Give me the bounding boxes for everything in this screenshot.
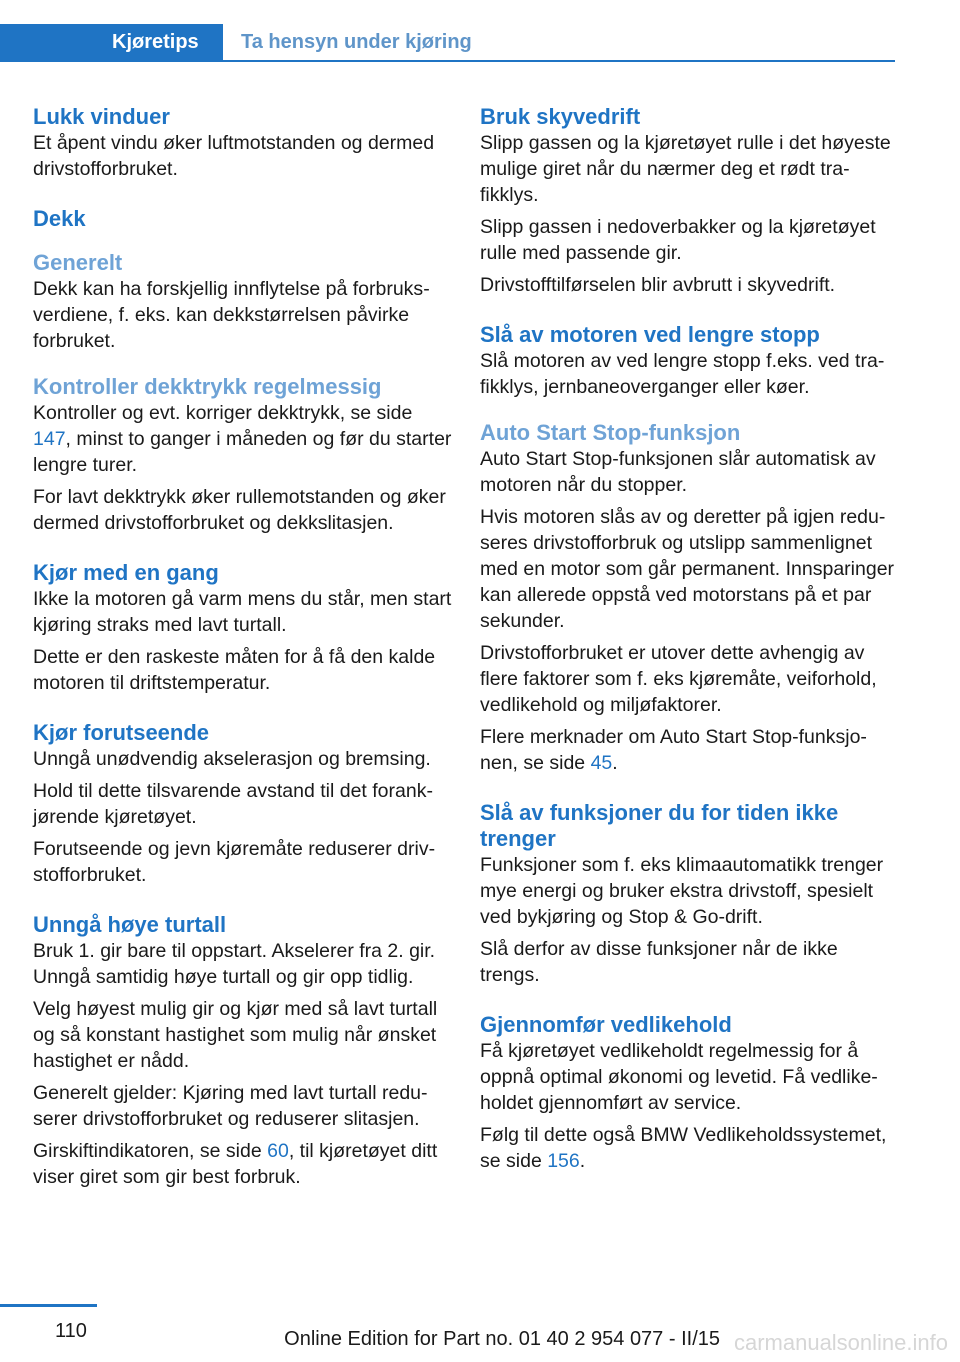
page-link-156[interactable]: 156 xyxy=(547,1150,580,1172)
heading-kjor-forutseende: Kjør forutseende xyxy=(33,720,210,745)
footer-divider xyxy=(0,1304,97,1307)
text: Kontroller og evt. korriger dekktrykk, se side xyxy=(33,402,413,424)
left-column xyxy=(33,104,453,1190)
paragraph: Et åpent vindu øker luftmotstanden og dermed drivstofforbruket. xyxy=(33,132,435,180)
paragraph: Ikke la motoren gå varm mens du står, men start kjøring straks med lavt turtall. xyxy=(33,588,452,636)
text: , minst to ganger i måneden og før du starter lengre turer. xyxy=(33,428,452,476)
text: Følg til dette også BMW Vedlikeholdssystemet, se side xyxy=(480,1124,887,1172)
tab-kjoretips[interactable]: Kjøretips xyxy=(0,24,223,60)
header-divider xyxy=(0,60,895,62)
paragraph xyxy=(33,400,453,478)
paragraph: Dekk kan ha forskjellig innflytelse på forbruksverdiene, f. eks. kan dekkstørrelsen påvirke forbruket. xyxy=(33,278,430,352)
page-link-45[interactable]: 45 xyxy=(590,752,613,774)
paragraph: Funksjoner som f. eks klimaautomatikk trenger mye energi og bruker ekstra drivstoff, spesielt ved bykjøring og Stop & Go-drift. xyxy=(480,854,884,928)
paragraph: For lavt dekktrykk øker rullemotstanden og øker dermed drivstofforbruket og dekkslitasjen. xyxy=(33,486,446,534)
text: . xyxy=(612,752,618,774)
paragraph: Hvis motoren slås av og deretter på igjen reduseres drivstofforbruk og utslipp sammenlignet med en motor som går permanent. Innsparinger kan allerede oppstå ved motorstans på et par sekunder. xyxy=(480,506,895,632)
page-number: 110 xyxy=(55,1320,87,1342)
heading-unnga-hoye-turtall: Unngå høye turtall xyxy=(33,912,227,937)
header-tabbar xyxy=(0,24,895,62)
paragraph: Slå motoren av ved lengre stopp f.eks. ved trafikklys, jernbaneoverganger eller køer. xyxy=(480,350,885,398)
edition-text: Online Edition for Part no. 01 40 2 954 077 - II/15 xyxy=(284,1328,720,1350)
text: Flere merknader om Auto Start Stop-funksjonen, se side xyxy=(480,726,867,774)
paragraph: Drivstofftilførselen blir avbrutt i skyvedrift. xyxy=(480,274,836,296)
paragraph: Unngå unødvendig akselerasjon og bremsing. xyxy=(33,748,431,770)
heading-sla-av-motoren: Slå av motoren ved lengre stopp xyxy=(480,322,820,347)
paragraph: Slipp gassen i nedoverbakker og la kjøretøyet rulle med passende gir. xyxy=(480,216,876,264)
paragraph: Dette er den raskeste måten for å få den kalde motoren til driftstemperatur. xyxy=(33,646,436,694)
page-link-147[interactable]: 147 xyxy=(33,428,66,450)
paragraph: Forutseende og jevn kjøremåte reduserer drivstofforbruket. xyxy=(33,838,436,886)
paragraph: Drivstofforbruket er utover dette avhengig av flere faktorer som f. eks kjøremåte, veiforhold, vedlikehold og miljøfaktorer. xyxy=(480,642,877,716)
text: . xyxy=(579,1150,586,1172)
right-column xyxy=(480,104,895,1174)
paragraph: Slipp gassen og la kjøretøyet rulle i det høyeste mulige giret når du nærmer deg et rødt trafikklys. xyxy=(480,132,891,206)
paragraph: Velg høyest mulig gir og kjør med så lavt turtall og så konstant hastighet som mulig når ønsket hastighet er nådd. xyxy=(33,998,438,1072)
watermark: carmanualsonline.info xyxy=(733,1330,948,1355)
heading-bruk-skyvedrift: Bruk skyvedrift xyxy=(480,104,641,129)
heading-sla-av-funksjoner: Slå av funksjoner du for tiden ikke trenger xyxy=(480,800,839,851)
page-link-60[interactable]: 60 xyxy=(267,1140,289,1162)
text: Girskiftindikatoren, se side xyxy=(33,1140,268,1162)
text: , til kjøretøyet ditt viser giret som gir best forbruk. xyxy=(33,1140,438,1188)
paragraph: Auto Start Stop-funksjonen slår automatisk av motoren når du stopper. xyxy=(480,448,876,496)
heading-kjor-med-en-gang: Kjør med en gang xyxy=(33,560,219,585)
paragraph: Få kjøretøyet vedlikeholdt regelmessig for å oppnå optimal økonomi og levetid. Få vedlikeholdet gjennomført av service. xyxy=(480,1040,878,1114)
paragraph: Bruk 1. gir bare til oppstart. Akselerer fra 2. gir. Unngå samtidig høye turtall og gir opp tidlig. xyxy=(33,940,436,988)
paragraph xyxy=(33,1138,453,1190)
paragraph: Generelt gjelder: Kjøring med lavt turtall reduserer drivstofforbruket og reduserer slitasjen. xyxy=(33,1082,428,1130)
paragraph xyxy=(480,1122,895,1174)
tab-ta-hensyn[interactable]: Ta hensyn under kjøring xyxy=(241,31,472,53)
paragraph xyxy=(480,724,895,776)
heading-gjennomfor-vedlikehold: Gjennomfør vedlikehold xyxy=(480,1012,732,1037)
heading-lukk-vinduer: Lukk vinduer xyxy=(33,104,170,129)
heading-dekk: Dekk xyxy=(33,206,86,231)
subheading-auto-start-stop: Auto Start Stop-funksjon xyxy=(480,420,741,445)
paragraph: Hold til dette tilsvarende avstand til det forankjørende kjøretøyet. xyxy=(33,780,433,828)
subheading-generelt: Generelt xyxy=(33,250,123,275)
subheading-kontroller-dekktrykk: Kontroller dekktrykk regelmessig xyxy=(33,374,382,399)
paragraph: Slå derfor av disse funksjoner når de ikke trengs. xyxy=(480,938,838,986)
